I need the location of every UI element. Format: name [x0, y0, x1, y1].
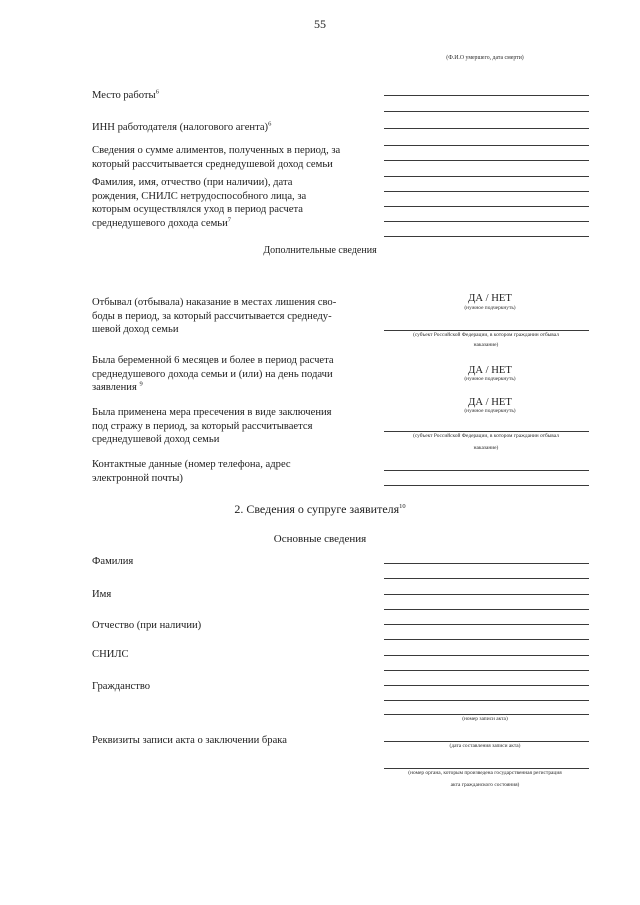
imprisonment-label-line: шевой доход семьи	[92, 324, 179, 335]
spouse-snils-label: СНИЛС	[92, 649, 129, 660]
spouse-patronymic-field-line[interactable]	[384, 639, 589, 640]
detention-subject-line[interactable]	[384, 431, 589, 432]
detention-label	[92, 406, 377, 447]
employer-inn-field-line[interactable]	[384, 128, 589, 129]
footnote-mark: 6	[268, 120, 272, 128]
pregnancy-yes-no[interactable]: ДА / НЕТ	[468, 365, 512, 376]
imprisonment-label	[92, 296, 377, 337]
disabled-person-field-line[interactable]	[384, 221, 589, 222]
pregnancy-hint: (нужное подчеркнуть)	[464, 376, 516, 382]
work-place-label: Место работы$^6$	[92, 88, 159, 101]
imprisonment-hint: (нужное подчеркнуть)	[464, 305, 516, 311]
detention-subject-caption: (субъект Российской Федерации, в котором гражданин отбывал	[413, 433, 559, 439]
imprisonment-label-line: боды в период, за который рассчитывается среднеду-	[92, 310, 332, 322]
disabled-person-field-line[interactable]	[384, 236, 589, 237]
footnote-mark: 9	[139, 380, 143, 388]
registry-field-line[interactable]	[384, 768, 589, 769]
spouse-citizenship-field-line[interactable]	[384, 700, 589, 701]
disabled-person-label-line: которым осуществлялся уход в период расчета	[92, 204, 303, 215]
work-place-field-line[interactable]	[384, 111, 589, 112]
imprisonment-label-line: Отбывал (отбывала) наказание в местах лишения сво-	[92, 297, 337, 308]
spouse-name-field-line[interactable]	[384, 594, 589, 595]
detention-yes-no[interactable]: ДА / НЕТ	[468, 397, 512, 408]
pregnancy-label-line: Была беременной 6 месяцев и более в период расчета	[92, 355, 334, 366]
detention-label-line: Была применена мера пресечения в виде заключения	[92, 407, 332, 418]
alimony-label-line: который рассчитывается среднедушевой доход семьи	[92, 158, 333, 170]
spouse-patronymic-label: Отчество (при наличии)	[92, 620, 202, 631]
spouse-surname-field-line[interactable]	[384, 563, 589, 564]
marriage-record-label: Реквизиты записи акта о заключении брака	[92, 735, 287, 746]
spouse-citizenship-label: Гражданство	[92, 681, 151, 692]
spouse-patronymic-field-line[interactable]	[384, 624, 589, 625]
alimony-field-line[interactable]	[384, 160, 589, 161]
employer-inn-label: ИНН работодателя (налогового агента)$^6$	[92, 120, 272, 133]
registry-caption: акта гражданского состояния)	[450, 782, 520, 788]
spouse-surname-field-line[interactable]	[384, 578, 589, 579]
contacts-label-line: электронной почты)	[92, 472, 183, 484]
disabled-person-field-line[interactable]	[384, 191, 589, 192]
pregnancy-label-line: среднедушевого дохода семьи и (или) на день подачи	[92, 368, 333, 380]
disabled-person-label-line: Фамилия, имя, отчество (при наличии), дата	[92, 177, 293, 188]
pregnancy-label	[92, 354, 377, 395]
spouse-citizenship-field-line[interactable]	[384, 685, 589, 686]
act-date-caption: (дата составления записи акта)	[449, 743, 521, 749]
spouse-name-label: Имя	[92, 589, 112, 600]
additional-info-title: Дополнительные сведения	[263, 245, 377, 256]
pregnancy-label-line: заявления $^9$	[92, 380, 143, 393]
alimony-label	[92, 144, 377, 171]
footnote-mark: 7	[227, 215, 232, 223]
act-date-field-line[interactable]	[384, 741, 589, 742]
alimony-field-line[interactable]	[384, 145, 589, 146]
registry-caption: (номер органа, которым произведена государственная регистрация	[408, 770, 562, 776]
disabled-person-field-line[interactable]	[384, 206, 589, 207]
imprisonment-subject-caption: (субъект Российской Федерации, в котором гражданин отбывал	[413, 332, 559, 338]
work-place-field-line[interactable]	[384, 95, 589, 96]
basic-info-title: Основные сведения	[273, 533, 367, 545]
detention-label-line: среднедушевой доход семьи	[92, 434, 220, 445]
detention-label-line: под стражу в период, за который рассчитывается	[92, 420, 313, 432]
disabled-person-label-line: среднедушевого дохода семьи$^7$	[92, 215, 232, 229]
footnote-mark: 10	[399, 503, 406, 510]
contacts-label	[92, 458, 377, 485]
act-number-caption: (номер записи акта)	[462, 716, 508, 722]
deceased-caption: (Ф.И.О умершего, дата смерти)	[446, 55, 524, 61]
page-number: 55	[314, 17, 326, 31]
disabled-person-field-line[interactable]	[384, 176, 589, 177]
footnote-mark: 6	[155, 88, 159, 96]
imprisonment-yes-no[interactable]: ДА / НЕТ	[468, 293, 512, 304]
section2-title: 2. Сведения о супруге заявителя$^{10}$	[234, 502, 406, 516]
detention-subject-caption: наказание)	[473, 445, 499, 451]
spouse-surname-label: Фамилия	[92, 556, 134, 567]
spouse-snils-field-line[interactable]	[384, 655, 589, 656]
spouse-name-field-line[interactable]	[384, 609, 589, 610]
disabled-person-label	[92, 176, 377, 230]
contacts-field-line[interactable]	[384, 485, 589, 486]
imprisonment-subject-line[interactable]	[384, 330, 589, 331]
detention-hint: (нужное подчеркнуть)	[464, 408, 516, 414]
contacts-label-line: Контактные данные (номер телефона, адрес	[92, 459, 291, 470]
contacts-field-line[interactable]	[384, 470, 589, 471]
disabled-person-label-line: рождения, СНИЛС нетрудоспособного лица, за	[92, 190, 307, 202]
imprisonment-subject-caption: наказание)	[473, 342, 499, 348]
spouse-snils-field-line[interactable]	[384, 670, 589, 671]
act-number-field-line[interactable]	[384, 714, 589, 715]
alimony-label-line: Сведения о сумме алиментов, полученных в период, за	[92, 145, 341, 156]
